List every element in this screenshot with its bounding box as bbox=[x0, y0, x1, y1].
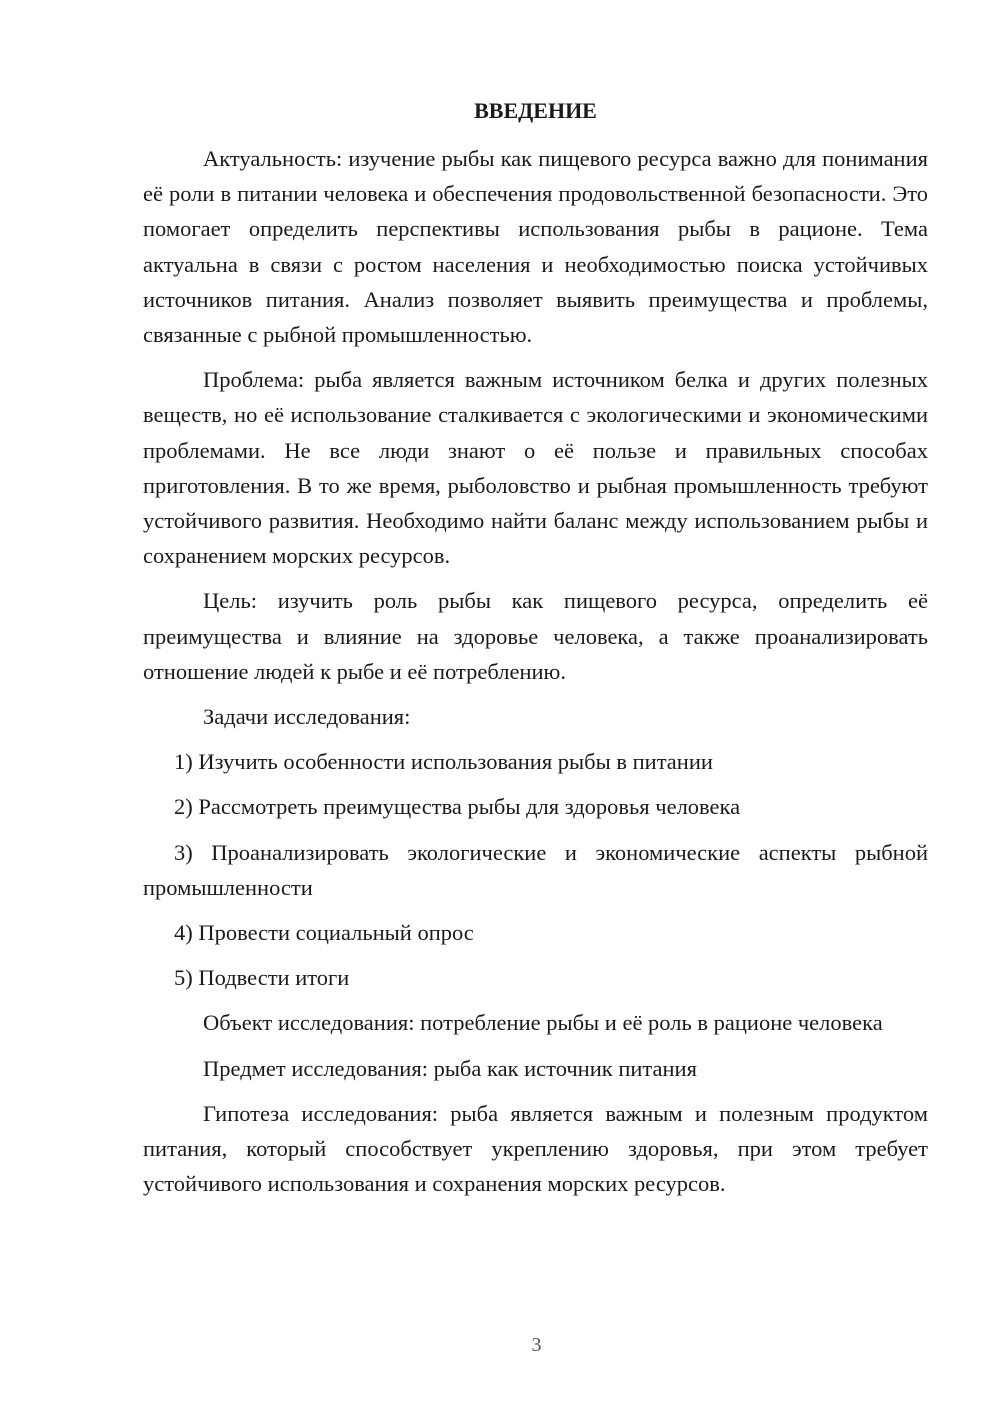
list-item: 1) Изучить особенности использования рыбы в питании bbox=[174, 749, 713, 775]
page-number: 3 bbox=[531, 1334, 542, 1356]
paragraph-hypothesis: Гипотеза исследования: рыба является важным и полезным продуктом питания, который способствует укреплению здоровья, при этом требует устойчивого использования и сохранения морских ресурсов. bbox=[143, 1100, 928, 1197]
document-body bbox=[143, 93, 928, 1201]
paragraph-relevance: Актуальность: изучение рыбы как пищевого ресурса важно для понимания её роли в питании человека и обеспечения продовольственной безопасности. Это помогает определить перспективы использования рыбы в рационе. Тема актуальна в связи с ростом населения и необходимостью поиска устойчивых источников питания. Анализ позволяет выявить преимущества и проблемы, связанные с рыбной промышленностью. bbox=[143, 146, 928, 348]
list-item: 4) Провести социальный опрос bbox=[174, 920, 474, 946]
tasks-list bbox=[143, 744, 928, 995]
tasks-title: Задачи исследования: bbox=[203, 704, 411, 730]
paragraph-object: Объект исследования: потребление рыбы и её роль в рационе человека bbox=[203, 1010, 883, 1036]
list-item: 5) Подвести итоги bbox=[174, 965, 350, 991]
list-item: 3) Проанализировать экологические и экономические аспекты рыбной промышленности bbox=[143, 839, 928, 900]
section-heading: ВВЕДЕНИЕ bbox=[474, 98, 597, 123]
paragraph-subject: Предмет исследования: рыба как источник питания bbox=[203, 1055, 697, 1081]
paragraph-problem: Проблема: рыба является важным источником белка и других полезных веществ, но её использование сталкивается с экологическими и экономическими проблемами. Не все люди знают о её пользе и правильных способах приготовления. В то же время, рыболовство и рыбная промышленность требуют устойчивого развития. Необходимо найти баланс между использованием рыбы и сохранением морских ресурсов. bbox=[143, 367, 928, 569]
list-item: 2) Рассмотреть преимущества рыбы для здоровья человека bbox=[174, 794, 741, 820]
paragraph-goal: Цель: изучить роль рыбы как пищевого ресурса, определить её преимущества и влияние на здоровье человека, а также проанализировать отношение людей к рыбе и её потреблению. bbox=[143, 588, 928, 684]
